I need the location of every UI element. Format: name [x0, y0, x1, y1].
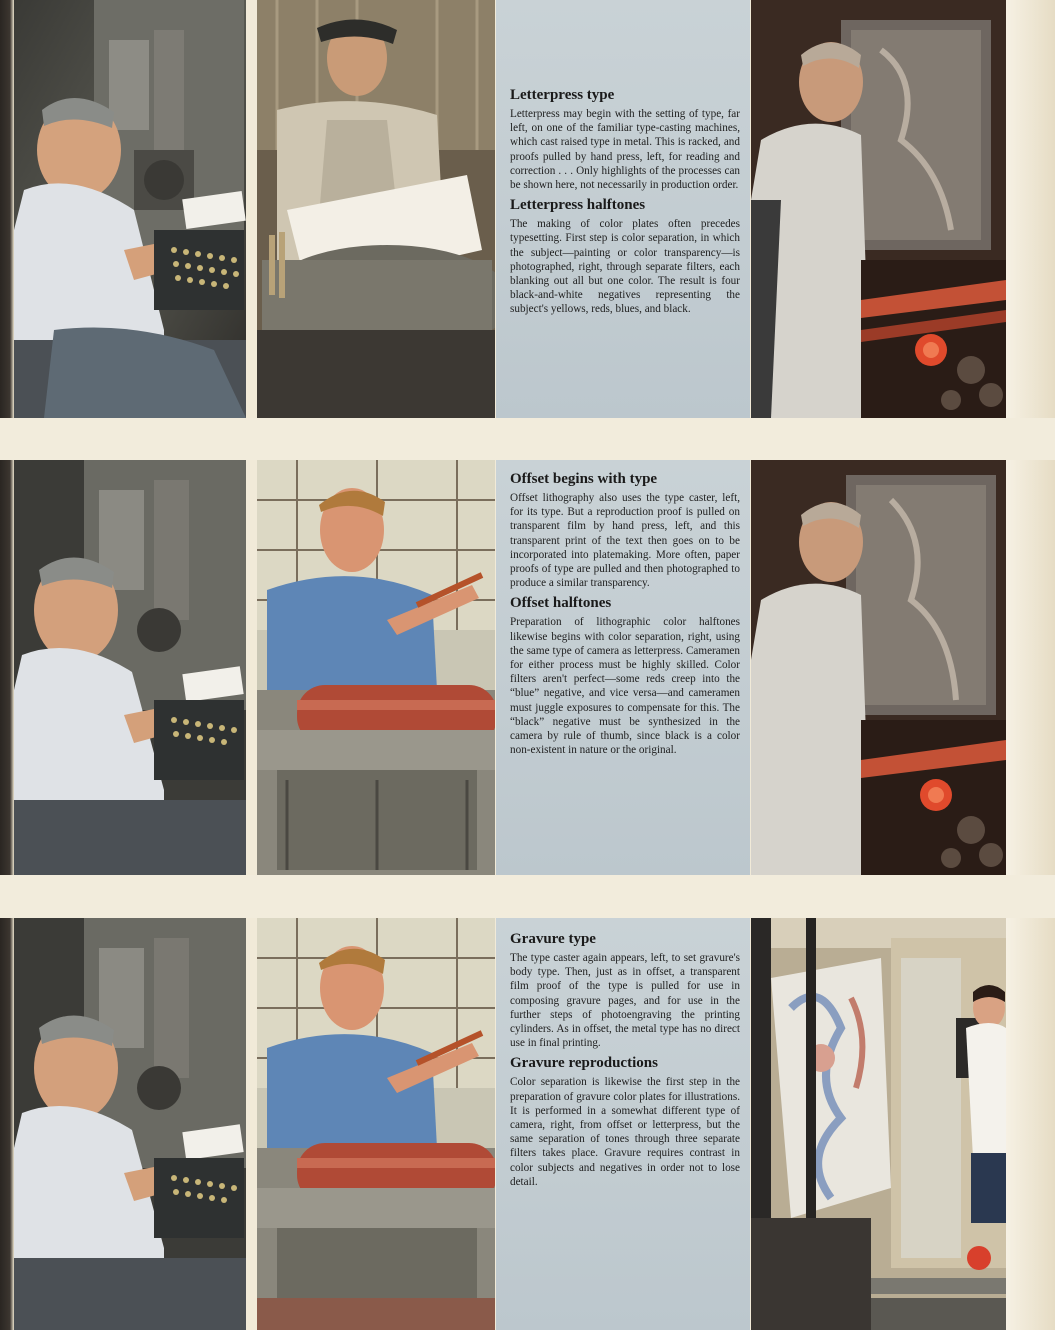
body-gravure-type: The type caster again appears, left, to set gravure's body type. Then, just as in offset, a transparent film proof of the type is pulled for use in composing gravure pages, and for use in the further steps of photoengraving the printing cylinders. As in offset, the metal type has no direct use in final printing.	[510, 952, 740, 1050]
body-gravure-reproductions: Color separation is likewise the first step in the preparation of gravure color plates for illustrations. It is performed in a somewhat different type of camera, right, from offset or letterpress, but the same separation of tones through three separate filters takes place. Gravure requires contrast in color subjects and negatives in order not to lose detail.	[510, 1076, 740, 1188]
photo-type-caster-operator	[14, 0, 246, 418]
photo-color-separation-camera	[751, 0, 1006, 418]
body-offset-halftones: Preparation of lithographic color halftones likewise begins with color separation, right, using the same type of camera as letterpress. Cameramen for either process must be highly skilled. Color filters aren't perfect—some reds creep into the “blue” negative, and vice versa—and cameramen must juggle exposures to compensate for this. The “black” negative must be synthesized in the camera by rule of thumb, since black is a color non-existent in nature or the original.	[510, 616, 740, 757]
photo-color-separation-camera	[751, 460, 1006, 875]
band-divider	[0, 875, 1055, 918]
body-offset-type: Offset lithography also uses the type caster, left, for its type. But a reproduction proof is pulled on transparent film by hand press, left, and this transparent print of the text then goes on to be incorporated into platemaking. More often, paper proofs of type are pulled and then photographed to produce a similar transparency.	[510, 492, 740, 590]
heading-offset-type: Offset begins with type	[510, 471, 658, 487]
heading-gravure-type: Gravure type	[510, 931, 596, 947]
photo-type-caster-operator	[14, 918, 246, 1330]
photo-proof-press-operator	[257, 460, 495, 875]
text-panel-offset	[496, 460, 750, 875]
heading-gravure-reproductions: Gravure reproductions	[510, 1055, 658, 1072]
heading-letterpress-halftones: Letterpress halftones	[510, 197, 646, 214]
heading-letterpress-type: Letterpress type	[510, 87, 615, 103]
photo-gravure-camera-room	[751, 918, 1006, 1330]
body-letterpress-halftones: The making of color plates often precedes typesetting. First step is color separation, in which the subject—painting or color transparency—is photographed, right, through separate filters, each blanking out all but one color. The result is four black-and-white negatives representing the subject's yellows, reds, blues, and black.	[510, 218, 740, 316]
photo-proof-press-operator	[257, 918, 495, 1330]
photo-type-caster-operator	[14, 460, 246, 875]
heading-offset-halftones: Offset halftones	[510, 595, 612, 612]
text-panel-gravure	[496, 918, 750, 1330]
body-letterpress-type: Letterpress may begin with the setting of type, far left, on one of the familiar type-casting machines, which cast raised type in metal. This is racked, and proofs pulled by hand press, left, for reading and correction . . . Only highlights of the processes can be shown here, not necessarily in production order.	[510, 108, 740, 192]
photo-proof-press	[257, 0, 495, 418]
band-divider	[0, 418, 1055, 460]
text-panel-letterpress	[496, 0, 750, 418]
page-edge	[1006, 0, 1055, 1330]
